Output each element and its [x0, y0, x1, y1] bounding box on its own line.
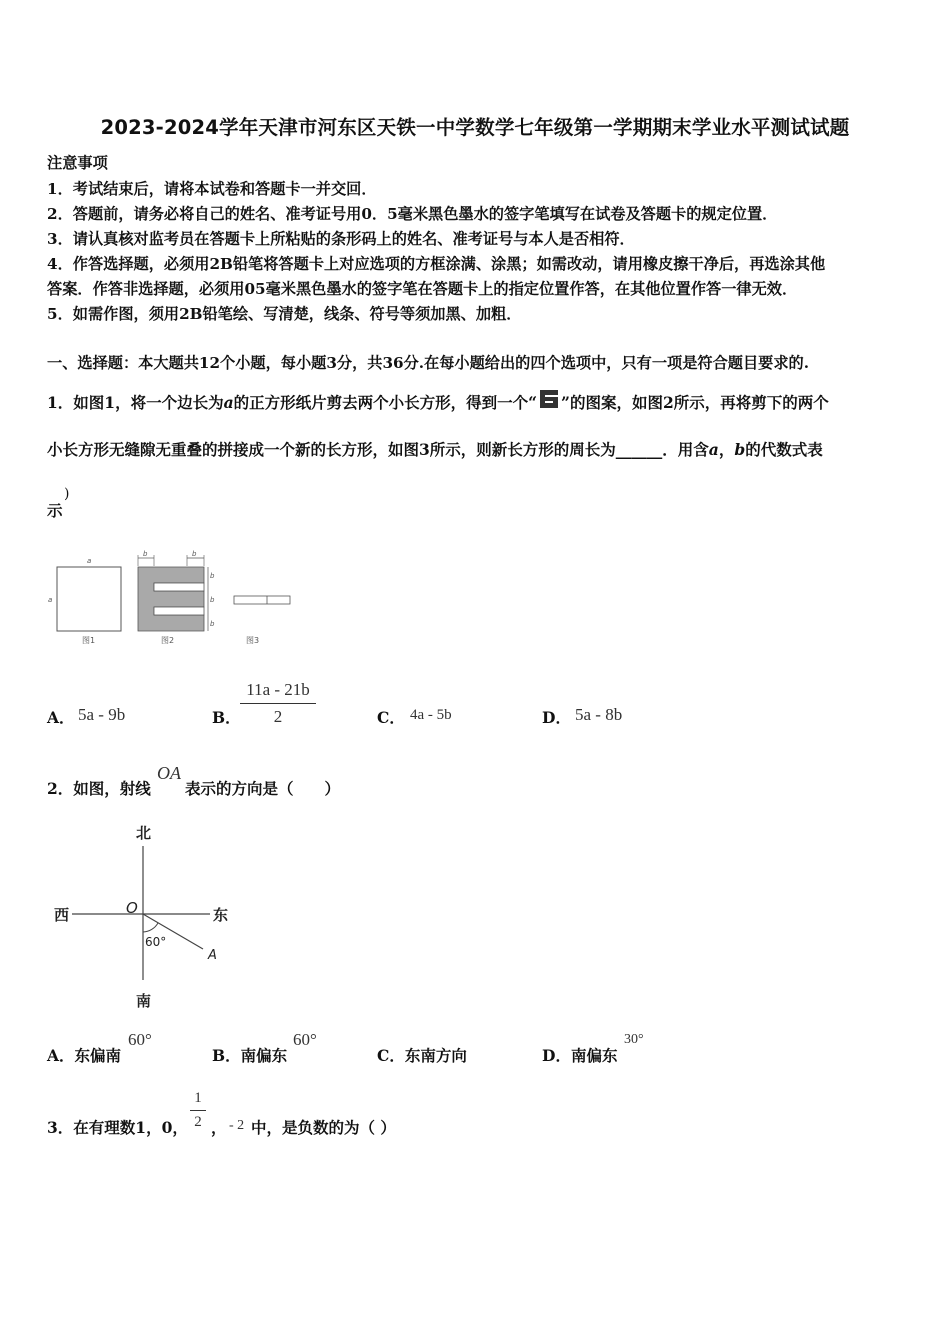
compass-north: 北: [136, 824, 152, 842]
q1-option-b-den: 2: [273, 707, 283, 726]
q3-frac-den: 2: [194, 1114, 202, 1130]
compass-west: 西: [54, 906, 70, 924]
q3-frac-num: 1: [194, 1090, 202, 1106]
q1-option-d-label[interactable]: D．: [542, 708, 571, 727]
q1-line3: 示: [47, 501, 63, 520]
fig2-label-b1: b: [143, 550, 148, 558]
q2-option-b-deg: 60°: [293, 1030, 317, 1049]
q3-sep: ，: [211, 1118, 227, 1137]
q3-text-a: 3．在有理数1，0，: [47, 1118, 188, 1137]
fig1-label-a-left: a: [48, 596, 53, 604]
fig3-caption: 图3: [246, 636, 260, 645]
q2-option-d[interactable]: D．南偏东: [542, 1046, 618, 1065]
fig1-caption: 图1: [82, 636, 96, 645]
fig2-caption: 图2: [161, 636, 175, 645]
notice-item-3: 3．请认真核对监考员在答题卡上所粘贴的条形码上的姓名、准考证号与本人是否相符．: [47, 230, 635, 248]
notice-item-4: 4．作答选择题，必须用2B铅笔将答题卡上对应选项的方框涂满、涂黑；如需改动，请用橡皮擦干净后，再选涂其他: [47, 255, 826, 273]
section-heading: 一、选择题：本大题共12个小题，每小题3分，共36分.在每小题给出的四个选项中，只有一项是符合题目要求的.: [47, 354, 810, 372]
fig1-square: [57, 567, 121, 631]
q2-text-a: 2．如图，射线: [47, 779, 151, 798]
q1-var-a: a: [223, 393, 234, 412]
q1-option-c-expr[interactable]: 4a - 5b: [410, 707, 452, 723]
notice-item-2: 2．答题前，请务必将自己的姓名、准考证号用0．5毫米黑色墨水的签字笔填写在试卷及答题卡的规定位置．: [47, 205, 778, 223]
q1-figures: [46, 548, 296, 648]
q1-option-b-num: 11a - 21b: [246, 680, 310, 699]
q1-text-2c: ，: [718, 440, 735, 459]
q1-text-2a: 小长方形无缝隙无重叠的拼接成一个新的长方形，如图3所示，则新长方形的周长为______．用含: [47, 440, 709, 459]
compass-angle: 60°: [145, 935, 167, 949]
q1-text-1b: 的正方形纸片剪去两个小长方形，得到一个“: [233, 393, 538, 412]
compass-point-a: A: [208, 948, 217, 963]
q1-line1: [47, 389, 829, 413]
q1-var-a2: a: [708, 440, 719, 459]
q2-text-b: 表示的方向是（ ）: [185, 779, 341, 798]
fig3-rectangle: [234, 596, 290, 604]
q2-ray-name: OA: [157, 763, 181, 783]
q3-negative: - 2: [229, 1118, 245, 1133]
fig2-label-b3: b: [210, 572, 215, 580]
q2-option-c[interactable]: C．东南方向: [377, 1046, 467, 1065]
fig1-label-a-top: a: [87, 557, 92, 565]
q2-option-b[interactable]: B．南偏东: [212, 1046, 288, 1065]
q2-option-a[interactable]: A．东偏南: [47, 1046, 122, 1065]
q1-text-1c: ”的图案，如图2所示，再将剪下的两个: [561, 393, 829, 412]
q1-option-b-label[interactable]: B．: [212, 708, 241, 727]
q1-var-b: b: [734, 440, 746, 459]
notice-item-1: 1．考试结束后，请将本试卷和答题卡一并交回．: [47, 180, 377, 198]
fig2-label-b5: b: [210, 620, 215, 628]
q1-option-c-label[interactable]: C．: [377, 708, 405, 727]
notice-item-4-cont: 答案．作答非选择题，必须用05毫米黑色墨水的签字笔在答题卡上的指定位置作答，在其他位置作答一律无效．: [47, 280, 798, 298]
q1-text-1a: 1．如图1，将一个边长为: [47, 393, 224, 412]
q2-option-d-deg: 30°: [624, 1032, 644, 1047]
notice-heading: 注意事项: [47, 154, 108, 172]
page-title: 2023-2024学年天津市河东区天铁一中学数学七年级第一学期期末学业水平测试试题: [100, 116, 850, 139]
q1-paren: ): [64, 486, 70, 502]
q1-option-d-expr[interactable]: 5a - 8b: [575, 705, 623, 724]
compass-south: 南: [136, 992, 152, 1010]
q1-line2: [47, 438, 823, 460]
notice-item-5: 5．如需作图，须用2B铅笔绘、写清楚，线条、符号等须加黑、加粗．: [47, 305, 522, 323]
q1-option-a-label[interactable]: A．: [47, 708, 75, 727]
compass-origin: O: [126, 899, 138, 917]
fig2-label-b4: b: [210, 596, 215, 604]
fig2-e-shape: [138, 567, 204, 631]
q1-option-b-fraction[interactable]: [240, 680, 316, 727]
q2-compass-diagram: [50, 818, 250, 1016]
q1-text-2e: 的代数式表: [745, 440, 823, 459]
q2-option-a-deg: 60°: [128, 1030, 152, 1049]
e-shape-icon: [538, 389, 560, 409]
q3-fraction: [190, 1090, 206, 1131]
q3-text-b: 中，是负数的为（ ）: [251, 1118, 396, 1137]
compass-east: 东: [213, 906, 229, 924]
angle-arc: [143, 923, 158, 932]
q1-option-a-expr[interactable]: 5a - 9b: [78, 705, 126, 724]
fig2-label-b2: b: [192, 550, 197, 558]
